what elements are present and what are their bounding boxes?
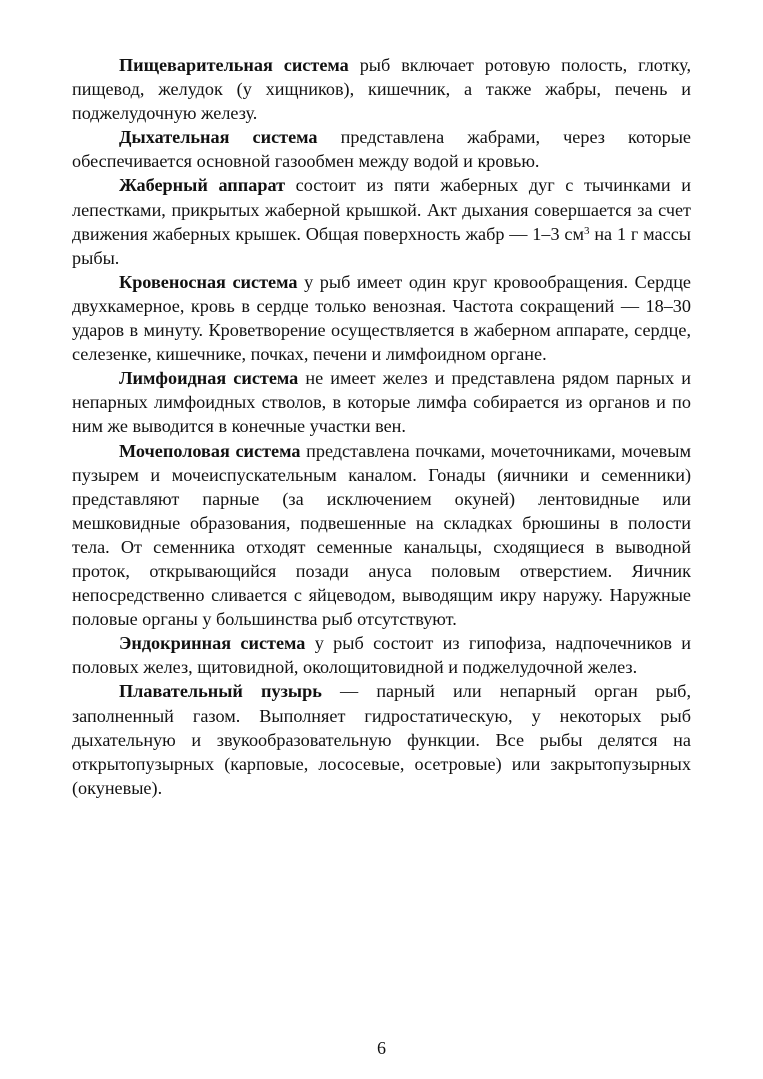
term-gill-apparatus: Жаберный аппарат [119, 175, 286, 196]
paragraph-urogenital-system [72, 439, 691, 632]
text-urogenital-system: представлена почками, мочеточниками, мочевым пузырем и мочеиспускательным каналом. Гонады (яичники и семенники) представляют парные (за исключением окуней) лентовидные или мешковидные образования, подвешенные на складках брюшины в полости тела. От семенника отходят семенные канальцы, сходящиеся в выводной проток, открывающийся позади ануса половым отверстием. Яичник непосредственно сливается с яйцеводом, выводящим икру наружу. Наружные половые органы у большинства рыб отсутствуют. [72, 440, 691, 630]
text-lymphoid-system: не имеет желез и представлена рядом парных и непарных лимфоидных стволов, в которые лимфа собирается из органов и по ним же выводится в конечные участки вен. [72, 368, 691, 437]
text-swim-bladder: — парный или непарный орган рыб, заполненный газом. Выполняет гидростатическую, у некоторых рыб дыхательную и звукообразовательную функции. Все рыбы делятся на открытопузырных (карповые, лососевые, осетровые) или закрытопузырных (окуневые). [72, 681, 691, 798]
page-number: 6 [377, 1038, 386, 1058]
term-endocrine-system: Эндокринная система [119, 633, 306, 654]
paragraph-respiratory-system [72, 125, 691, 173]
term-lymphoid-system: Лимфоидная система [119, 368, 299, 389]
term-circulatory-system: Кровеносная система [119, 271, 298, 292]
paragraph-circulatory-system [72, 270, 691, 366]
text-gill-apparatus: состоит из пяти жаберных дуг с тычинками и лепестками, прикрытых жаберной крышкой. Акт дыхания совершается за счет движения жаберных крышек. Общая поверхность жабр — 1–3 см [72, 175, 691, 244]
superscript-cubic: 3 [583, 224, 590, 237]
text-respiratory-system: представлена жабрами, через которые обеспечивается основной газообмен между водой и кровью. [72, 127, 692, 172]
text-digestive-system: рыб включает ротовую полость, глотку, пищевод, желудок (у хищников), кишечник, а также жабры, печень и поджелудочную железу. [72, 55, 691, 124]
text-endocrine-system: у рыб состоит из гипофиза, надпочечников и половых желез, щитовидной, околощитовидной и поджелудочной желез. [72, 633, 692, 678]
paragraph-lymphoid-system [72, 366, 691, 438]
term-digestive-system: Пищеварительная система [119, 55, 349, 75]
page-body [72, 53, 691, 800]
paragraph-endocrine-system [72, 631, 691, 679]
text-circulatory-system: у рыб имеет один круг кровообращения. Сердце двухкамерное, кровь в сердце только венозная. Частота сокращений — 18–30 ударов в минуту. Кроветворение осуществляется в жаберном аппарате, сердце, селезенке, кишечнике, почках, печени и лимфоидном органе. [72, 271, 692, 365]
paragraph-swim-bladder [72, 679, 691, 799]
paragraph-gill-apparatus [72, 173, 691, 269]
term-respiratory-system: Дыхательная система [119, 127, 318, 148]
term-swim-bladder: Плавательный пузырь [119, 681, 322, 702]
paragraph-digestive-system [72, 53, 691, 125]
text-gill-apparatus-end: на 1 г массы рыбы. [72, 223, 691, 268]
term-urogenital-system: Мочеполовая система [119, 440, 301, 461]
